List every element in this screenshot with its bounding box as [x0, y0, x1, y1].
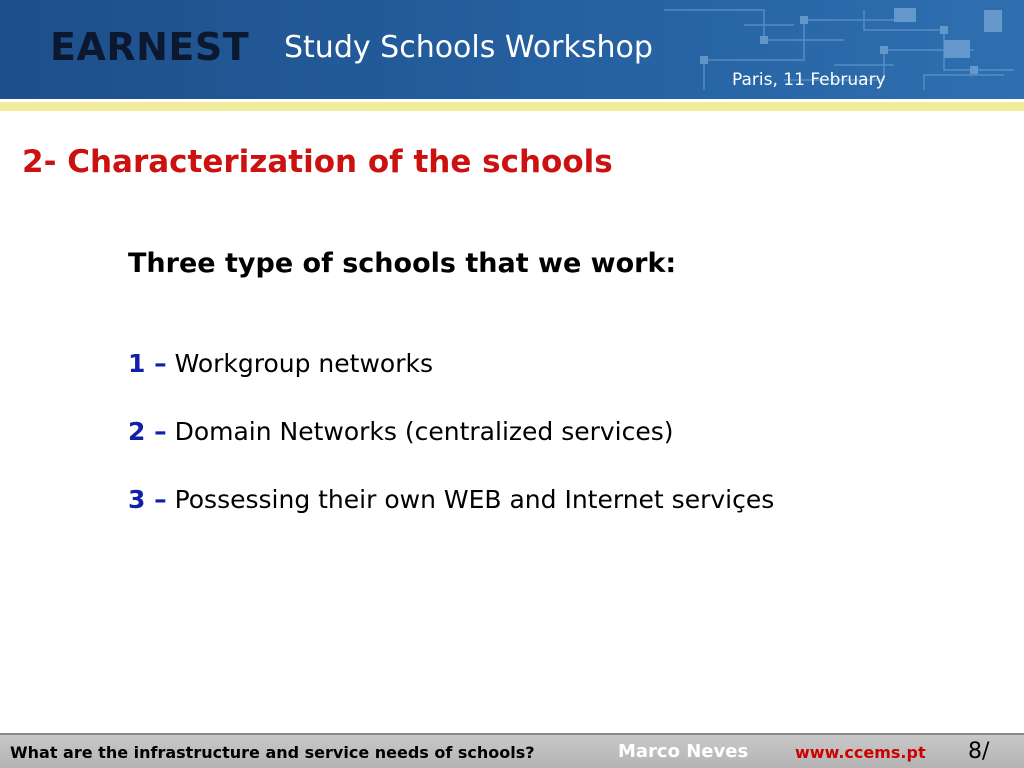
- location-date: Paris, 11 February: [732, 70, 886, 90]
- workshop-subtitle: Study Schools Workshop: [284, 30, 653, 65]
- header-accent-rule: [0, 102, 1024, 111]
- list-item-number: 1 –: [128, 349, 167, 378]
- list-item: [128, 416, 674, 448]
- list-item-text: Possessing their own WEB and Internet serviçes: [174, 485, 775, 514]
- list-item-number: 3 –: [128, 485, 167, 514]
- footer-question: What are the infrastructure and service needs of schools?: [10, 743, 535, 762]
- list-item: [128, 348, 433, 380]
- header-band: [0, 0, 1024, 99]
- list-item-number: 2 –: [128, 417, 167, 446]
- footer-website-link[interactable]: www.ccems.pt: [795, 743, 926, 762]
- slide-title: 2- Characterization of the schools: [22, 144, 613, 180]
- footer-author: Marco Neves: [618, 741, 749, 762]
- intro-heading: Three type of schools that we work:: [128, 248, 677, 279]
- brand-title: EARNEST: [50, 25, 250, 69]
- page-number: 8/: [968, 739, 990, 764]
- list-item-text: Workgroup networks: [174, 349, 433, 378]
- list-item: [128, 484, 774, 516]
- list-item-text: Domain Networks (centralized services): [174, 417, 674, 446]
